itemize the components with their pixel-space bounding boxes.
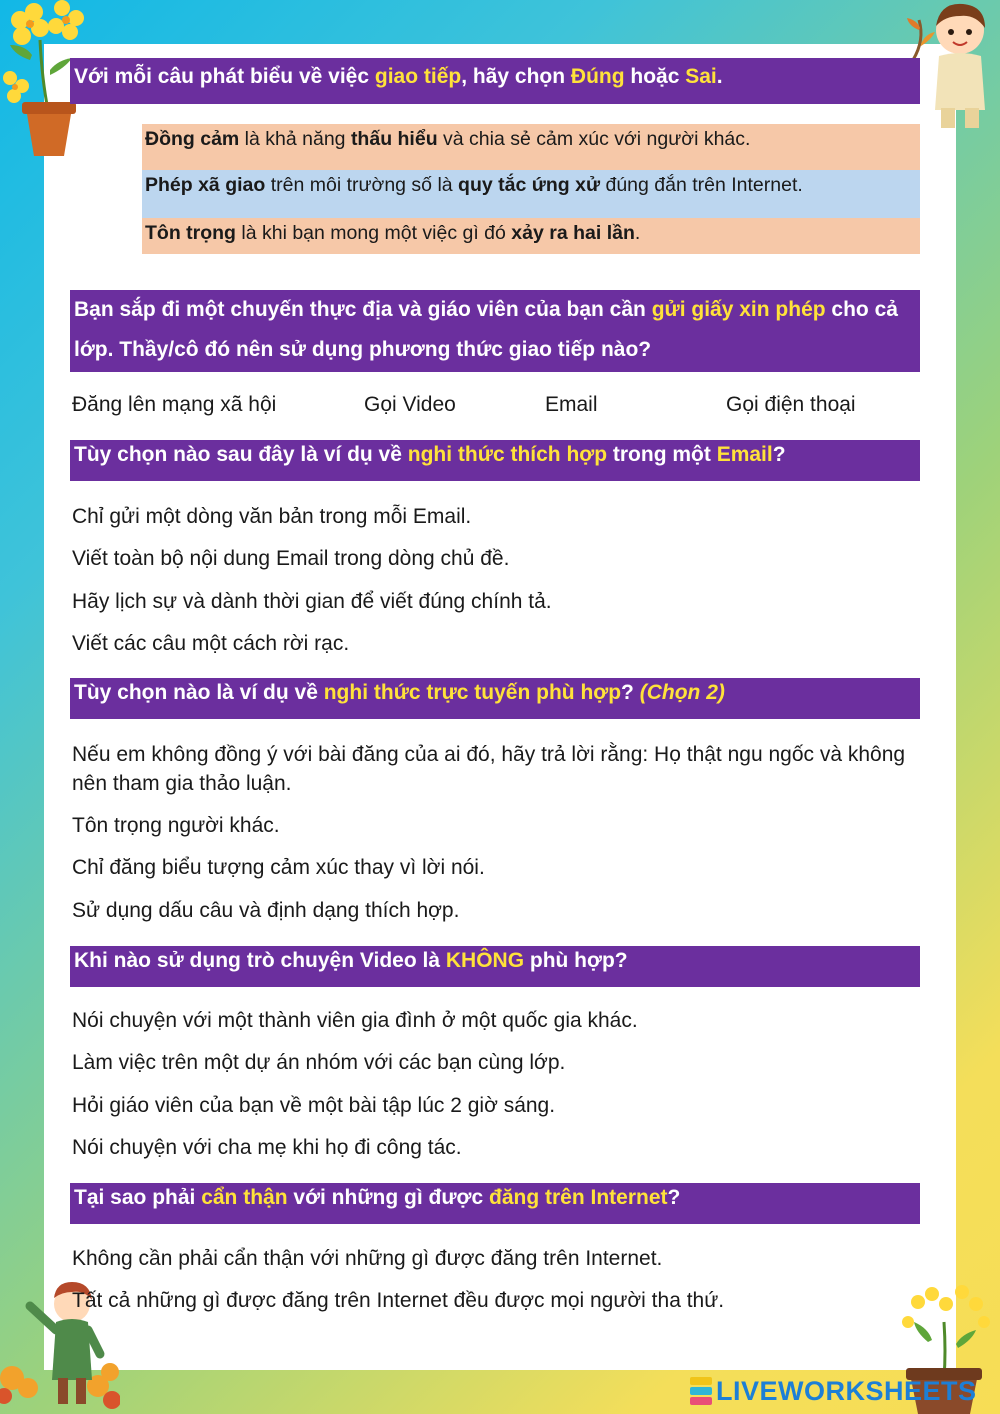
question-3-header: Tùy chọn nào sau đây là ví dụ về nghi thức thích hợp trong một Email?	[70, 440, 920, 481]
q2-option-phone-call[interactable]: Gọi điện thoại	[726, 393, 856, 416]
q6-option-2[interactable]: Tất cả những gì được đăng trên Internet đều được mọi người tha thứ.	[72, 1289, 725, 1312]
question-5-header: Khi nào sử dụng trò chuyện Video là KHÔNG phù hợp?	[70, 946, 920, 987]
q2-option-social-media[interactable]: Đăng lên mạng xã hội	[72, 393, 277, 416]
statement-respect[interactable]: Tôn trọng là khi bạn mong một việc gì đó xảy ra hai lần.	[142, 218, 920, 254]
question-2-header: Bạn sắp đi một chuyến thực địa và giáo viên của bạn cần gửi giấy xin phép cho cả lớp. Thầy/cô đó nên sử dụng phương thức giao tiếp nào?	[70, 290, 920, 372]
brand-text: LIVEWORKSHEETS	[716, 1375, 977, 1406]
liveworksheets-brand[interactable]	[690, 1374, 977, 1408]
q2-option-email[interactable]: Email	[545, 393, 598, 416]
q3-option-4[interactable]: Viết các câu một cách rời rạc.	[72, 632, 350, 655]
statement-empathy[interactable]: Đồng cảm là khả năng thấu hiểu và chia sẻ cảm xúc với người khác.	[142, 124, 920, 170]
q3-option-3[interactable]: Hãy lịch sự và dành thời gian để viết đúng chính tả.	[72, 590, 552, 613]
question-1-header: Với mỗi câu phát biểu về việc giao tiếp, hãy chọn Đúng hoặc Sai.	[70, 58, 920, 104]
q3-option-1[interactable]: Chỉ gửi một dòng văn bản trong mỗi Email.	[72, 505, 472, 528]
q5-option-4[interactable]: Nói chuyện với cha mẹ khi họ đi công tác.	[72, 1136, 462, 1159]
liveworksheets-logo-icon	[690, 1377, 712, 1405]
q5-option-3[interactable]: Hỏi giáo viên của bạn về một bài tập lúc 2 giờ sáng.	[72, 1094, 556, 1117]
q4-option-2[interactable]: Tôn trọng người khác.	[72, 814, 280, 837]
q2-option-video-call[interactable]: Gọi Video	[364, 393, 456, 416]
q5-option-1[interactable]: Nói chuyện với một thành viên gia đình ở một quốc gia khác.	[72, 1009, 638, 1032]
q3-option-2[interactable]: Viết toàn bộ nội dung Email trong dòng chủ đề.	[72, 547, 510, 570]
q4-option-3[interactable]: Chỉ đăng biểu tượng cảm xúc thay vì lời nói.	[72, 856, 485, 879]
q5-option-2[interactable]: Làm việc trên một dự án nhóm với các bạn cùng lớp.	[72, 1051, 566, 1074]
q6-option-1[interactable]: Không cần phải cẩn thận với những gì được đăng trên Internet.	[72, 1247, 663, 1270]
q4-option-4[interactable]: Sử dụng dấu câu và định dạng thích hợp.	[72, 899, 460, 922]
question-6-header: Tại sao phải cẩn thận với những gì được đăng trên Internet?	[70, 1183, 920, 1224]
question-4-header: Tùy chọn nào là ví dụ về nghi thức trực tuyến phù hợp? (Chọn 2)	[70, 678, 920, 719]
q4-option-1[interactable]: Nếu em không đồng ý với bài đăng của ai đó, hãy trả lời rằng: Họ thật ngu ngốc và không nên tham gia thảo luận.	[72, 743, 906, 795]
statement-netiquette[interactable]: Phép xã giao trên môi trường số là quy tắc ứng xử đúng đắn trên Internet.	[142, 170, 920, 218]
